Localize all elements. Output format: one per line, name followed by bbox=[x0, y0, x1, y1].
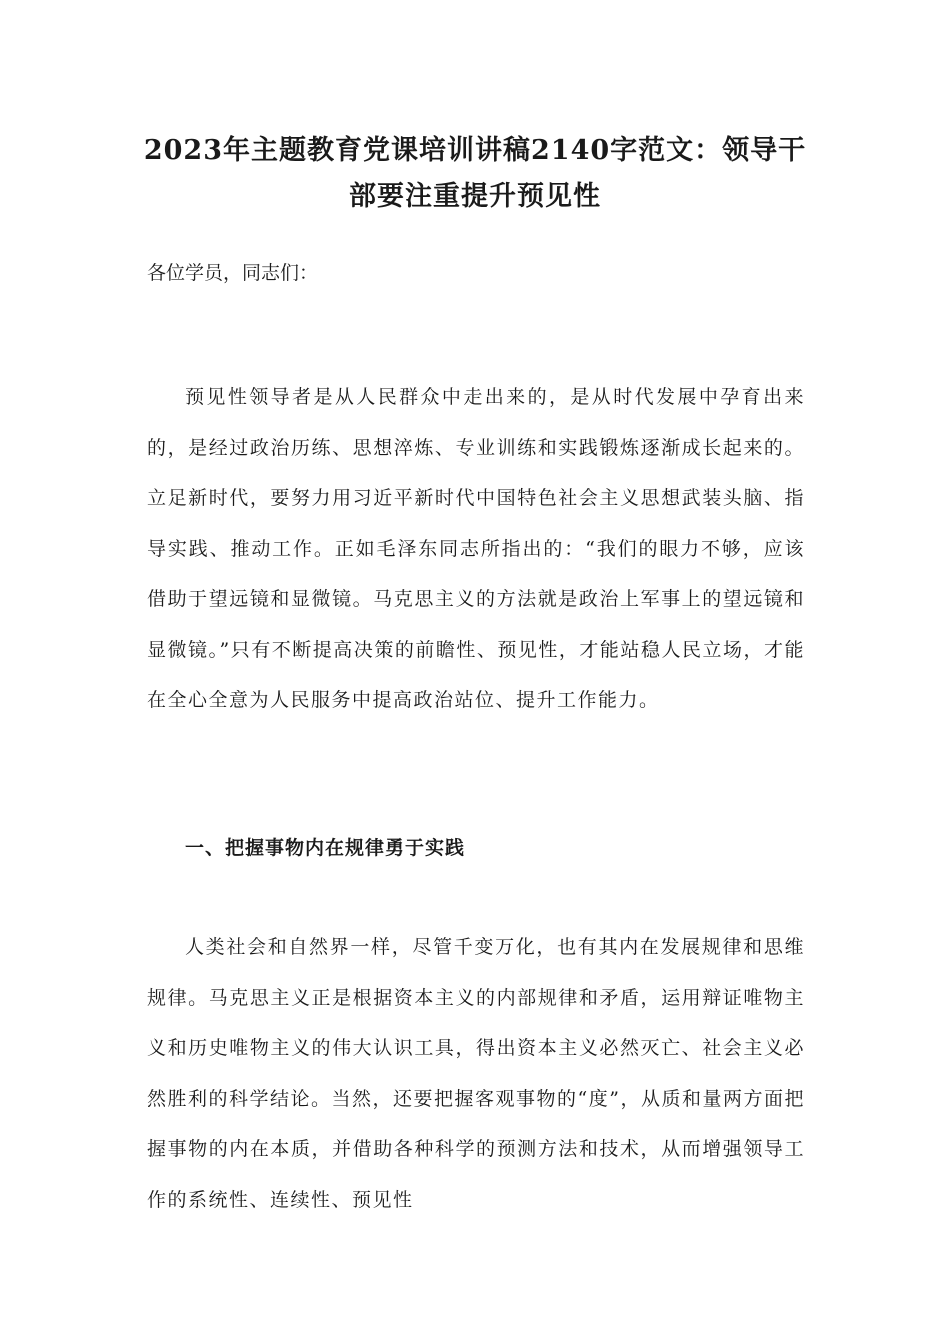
section-heading-1: 一、把握事物内在规律勇于实践 bbox=[185, 837, 466, 859]
document-title: 2023年主题教育党课培训讲稿2140字范文：领导干部要注重提升预见性 bbox=[143, 135, 807, 212]
salutation: 各位学员，同志们： bbox=[147, 262, 319, 284]
body-paragraph-2: 人类社会和自然界一样，尽管千变万化，也有其内在发展规律和思维规律。马克思主义正是根据资本主义的内部规律和矛盾，运用辩证唯物主义和历史唯物主义的伟大认识工具，得出资本主义必然灭亡、社会主义必然胜利的科学结论。当然，还要把握客观事物的“度”，从质和量两方面把握事物的内在本质，并借助各种科学的预测方法和技术，从而增强领导工作的系统性、连续性、预见性 bbox=[147, 936, 805, 1211]
body-paragraph-1: 预见性领导者是从人民群众中走出来的，是从时代发展中孕育出来的，是经过政治历练、思想淬炼、专业训练和实践锻炼逐渐成长起来的。立足新时代，要努力用习近平新时代中国特色社会主义思想武装头脑、指导实践、推动工作。正如毛泽东同志所指出的：“我们的眼力不够，应该借助于望远镜和显微镜。马克思主义的方法就是政治上军事上的望远镜和显微镜。”只有不断提高决策的前瞻性、预见性，才能站稳人民立场，才能在全心全意为人民服务中提高政治站位、提升工作能力。 bbox=[147, 386, 805, 711]
